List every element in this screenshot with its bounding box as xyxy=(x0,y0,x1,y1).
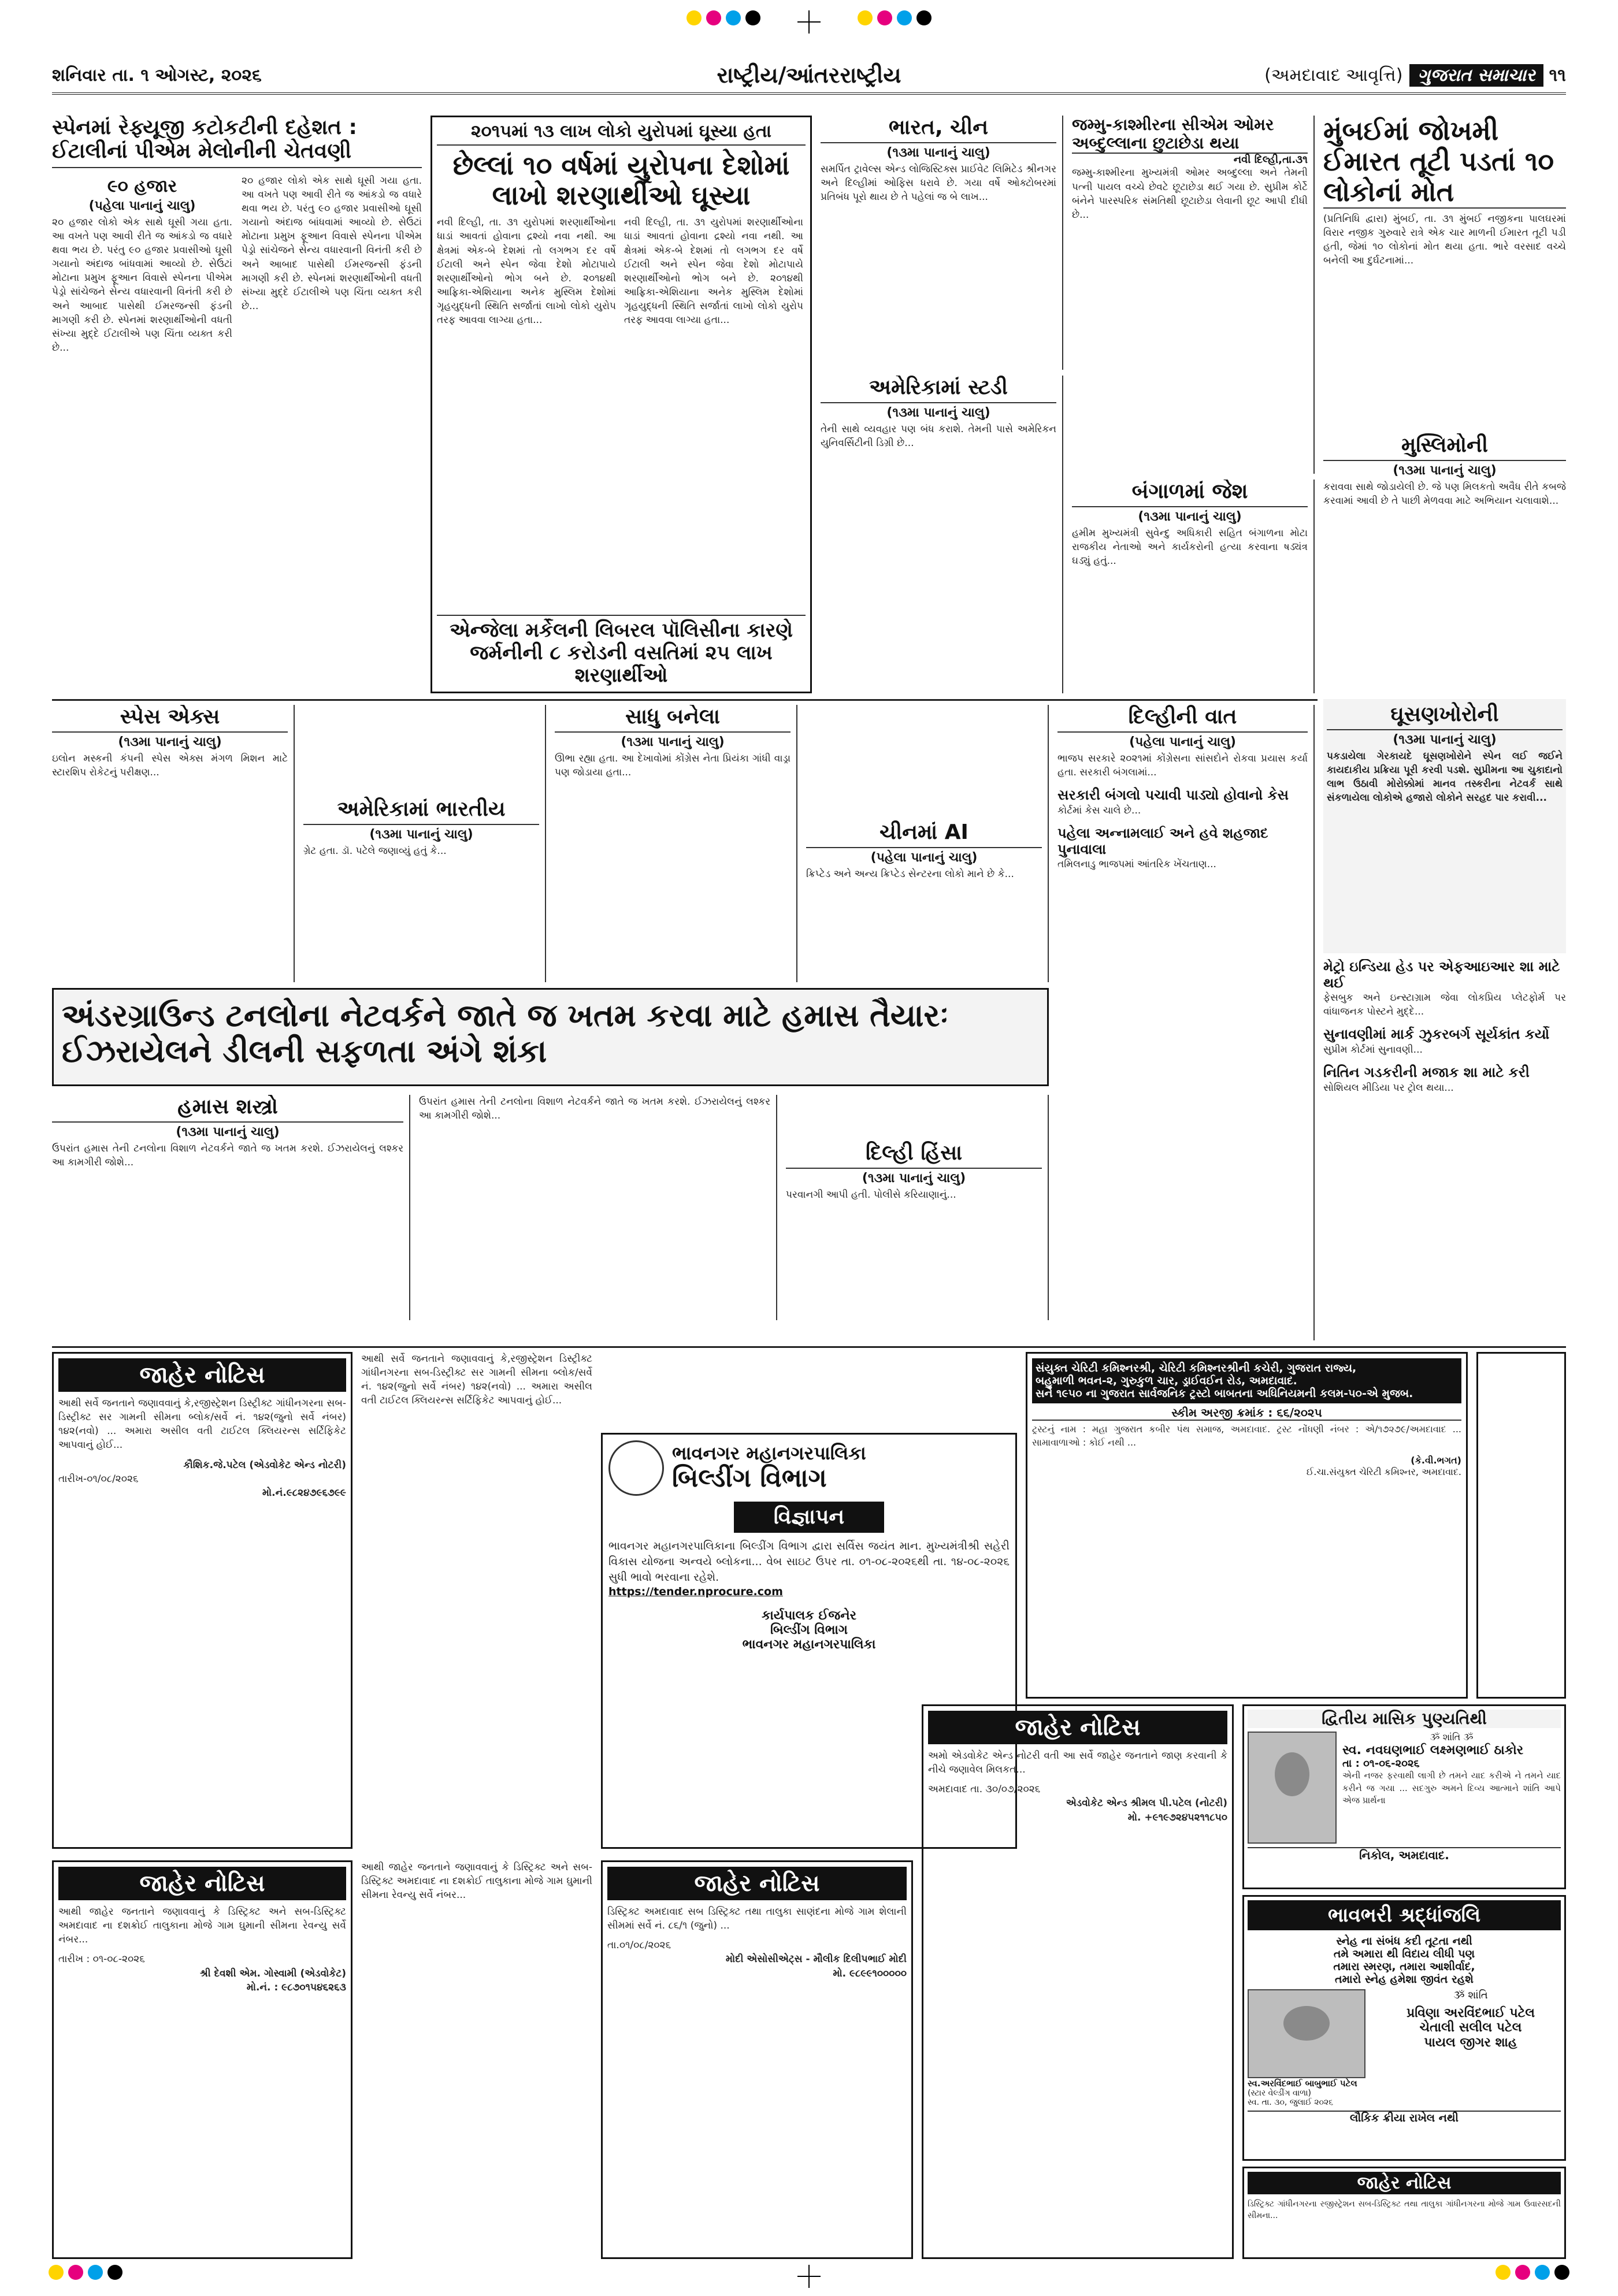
surya-body: સુપ્રીમ કોર્ટમાં સુનાવણી... xyxy=(1323,1044,1423,1056)
jk-cm-place: નવી દિલ્હી,તા.૩૧ xyxy=(1233,154,1308,166)
memorial-2-line-1: સ્નેહ ના સંબંધ કદી તૂટતા નથી xyxy=(1336,1935,1472,1948)
america-indian-continued: (૧૩મા પાનાનું ચાલુ) xyxy=(369,827,473,842)
bengal-headline: બંગાળમાં જેશ xyxy=(1072,480,1308,507)
memorial-1-date: તા : ૦૧-૦૬-૨૦૨૬ xyxy=(1342,1758,1420,1770)
charity-head-1: સંયુક્ત ચેરિટી કમિશ્નરશ્રી, ચેરિટી કમિશ્નરશ્રીની કચેરી, ગુજરાત રાજ્ય, xyxy=(1036,1362,1357,1374)
delhi-violence-body: પરવાનગી આપી હતી. પોલીસે કરિયાણાનું... xyxy=(786,1189,956,1201)
notice-1-date: તારીખ-૦૧/૦૮/૨૦૨૬ xyxy=(58,1473,139,1485)
notice-2-phone: મો.નં. : ૯૮૭૦૧૫૪૬૨૬૩ xyxy=(246,1981,346,1993)
notice-2-body-cont: આથી જાહેર જનતાને જણાવવાનું કે ડિસ્ટ્રિક્ટ અને સબ-ડિસ્ટ્રિક્ટ અમદાવાદ ના દશક્રોઈ તાલુકાના મોજે ગામ ઘુમાની સીમના રેવન્યુ સર્વે નંબર... xyxy=(361,1862,592,1901)
magenta-dot xyxy=(68,2265,83,2280)
magenta-dot xyxy=(706,10,721,25)
cyan-dot xyxy=(88,2265,103,2280)
notice-3-signer: મોદી એસોસીએટ્સ - મૌલીક દિલીપભાઈ મોદી xyxy=(725,1953,907,1966)
hamas-banner-text: અંડરગ્રાઉન્ડ ટનલોના નેટવર્કને જાતે જ ખતમ કરવા માટે હમાસ તૈયારઃ ઈઝરાયેલને ડીલની સફળતા અંગે શંકા xyxy=(62,997,949,1070)
america-indian-body: ગ્રેટ હતા. ડૉ. પટેલે જણાવ્યું હતું કે... xyxy=(303,845,447,857)
public-notice-4 xyxy=(922,1704,1234,2259)
bengal-article xyxy=(1072,480,1315,693)
public-notice-5 xyxy=(1242,2167,1566,2259)
notice-4-body: અમો એડવોકેટ એન્ડ નોટરી વતી આ સર્વે જાહેર જનતાને જાણ કરવાની કે નીચે જણાવેલ મિલકત... xyxy=(928,1750,1227,1776)
right-column-middle xyxy=(1323,959,1566,1340)
sadhu-continued: (૧૩મા પાનાનું ચાલુ) xyxy=(621,735,725,749)
india-china-article xyxy=(821,116,1063,370)
infiltrators-article xyxy=(1323,699,1566,953)
registration-marks-bottom xyxy=(0,2265,1618,2288)
notice-1-signer: કૌશિક.જે.પટેલ (એડવોકેટ એન્ડ નોટરી) xyxy=(183,1459,346,1471)
sarkari-body: કોર્ટમાં કેસ ચાલે છે... xyxy=(1057,804,1141,816)
spain-continued: (પહેલા પાનાનું ચાલુ) xyxy=(88,198,196,213)
edition-label: (અમદાવાદ આવૃત્તિ) xyxy=(1264,65,1403,86)
memorial-2-role: (સ્ટાર વેલ્ડીંગ વાળા) xyxy=(1248,2089,1311,2098)
cyan-dot xyxy=(1535,2265,1550,2280)
charity-signer-role: ઈ.ચા.સંયુક્ત ચેરિટી કમિશ્નર, અમદાવાદ. xyxy=(1306,1466,1461,1478)
cyan-dot xyxy=(897,10,912,25)
notice-2-title: જાહેર નોટિસ xyxy=(58,1867,346,1900)
delhi-violence-article xyxy=(786,1095,1049,1320)
annamalai-body: તમિલનાડુ ભાજપમાં આંતરિક ખેંચતાણ... xyxy=(1057,859,1216,871)
notice-1-title: જાહેર નોટિસ xyxy=(58,1358,346,1392)
jk-cm-body: જમ્મુ-કાશ્મીરના મુખ્યમંત્રી ઓમર અબ્દુલ્લા અને તેમની પત્ની પાયલ વચ્ચે છેવટે છૂટાછેડા થઈ ગયા છે. સુપ્રીમ કોર્ટે બંનેને પારસ્પરિક સંમતિથી છૂટાછેડા લેવાની છૂટ આપી દીધી છે... xyxy=(1072,167,1308,221)
memorial-2-line-3: તમારા સ્મરણ, તમારા આશીર્વાદ, xyxy=(1333,1960,1475,1973)
muslims-body: કરાવવા સાથે જોડાયેલી છે. જે પણ મિલકતો અવૈધ રીતે કબજે કરવામાં આવી છે તે પાછી મેળવવા માટે અભિયાન ચલાવાશે... xyxy=(1323,481,1566,507)
space-headline: સ્પેસ એક્સ xyxy=(52,705,288,733)
crosshair-icon xyxy=(797,10,821,34)
hamas-body: ઉપરાંત હમાસ તેની ટનલોના વિશાળ નેટવર્કને જાતે જ ખતમ કરશે. ઈઝરાયેલનું લશ્કર આ કામગીરી જોશે... xyxy=(52,1143,403,1169)
muslims-article xyxy=(1323,433,1566,693)
notice-1-body-cont: આથી સર્વે જનતાને જણાવવાનું કે,રજીસ્ટ્રેશન ડિસ્ટ્રીક્ટ ગાંધીનગરના સબ-ડિસ્ટ્રીક્ટ સર ગામની સીમના બ્લોક/સર્વે નં. ૧૪૨(જુનો સર્વે નંબર) ૧૪૨(નવો) ... અમારા અસીલ વતી ટાઈટલ ક્લિયરન્સ સર્ટિફિકેટ આપવાનું હોઈ... xyxy=(361,1353,592,1407)
europe-body: નવી દિલ્હી, તા. ૩૧ યુરોપમાં શરણાર્થીઓના ધાડાં આવતાં હોવાના દ્રશ્યો નવા નથી. આ ક્ષેત્રમાં એક-બે દેશમાં તો લગભગ દર વર્ષે ઈટાલી અને સ્પેન જેવા દેશો મોટાપાયે શરણાર્થીઓનો ભોગ બને છે. ૨૦૧૪થી આફ્રિકા-એશિયાના અનેક મુસ્લિમ દેશોમાં ગૃહયુદ્ધની સ્થિતિ સર્જાતાં લાખો લોકો યુરોપ તરફ આવવા લાગ્યા હતા... xyxy=(437,217,616,326)
memorial-2-line-4: તમારો સ્નેહ હમેશા જીવંત રહશે xyxy=(1335,1973,1474,1986)
page-number: ૧૧ xyxy=(1549,65,1566,86)
magenta-dot xyxy=(1515,2265,1530,2280)
memorial-spacer xyxy=(1476,1352,1566,1699)
memorial-2-footer: લૌકિક ક્રીયા રાખેલ નથી xyxy=(1248,2111,1561,2124)
europe-headline: છેલ્લાં ૧૦ વર્ષમાં યુરોપના દેશોમાં લાખો શરણાર્થીઓ ઘૂસ્યા xyxy=(452,149,790,211)
sadhu-article xyxy=(555,705,797,982)
china-ai-body: ક્રિપ્ટેડ અને અન્ય ક્રિપ્ટેડ સેન્ટરના લોકો માને છે કે... xyxy=(806,868,1014,880)
spain-kicker: ૯૦ હજાર xyxy=(107,176,177,196)
infiltrators-body: પકડાયેલા ગેરકાયદે ઘૂસણખોરોને સ્પેન લઈ જઈને કાયદાકીય પ્રક્રિયા પૂરી કરવી પડશે. સુપ્રીમના આ ચુકાદાનો લાભ ઉઠાવી મોરોક્કોમાં માનવ તસ્કરીના નેટવર્ક સાથે સંકળાયેલા લોકોએ હજારો લોકોને સરહદ પાર કરાવી... xyxy=(1327,751,1563,804)
color-dots xyxy=(46,2265,125,2288)
delhi-violence-continued: (૧૩મા પાનાનું ચાલુ) xyxy=(862,1171,966,1186)
america-study-headline: અમેરિકામાં સ્ટડી xyxy=(821,376,1056,403)
china-ai-headline: ચીનમાં AI xyxy=(806,820,1042,848)
memorial-1-name: સ્વ. નવઘણભાઈ લક્ષ્મણભાઈ ઠાકોર xyxy=(1342,1743,1524,1758)
america-study-article xyxy=(821,376,1063,693)
metro-body: ફેસબુક અને ઇન્સ્ટાગ્રામ જેવા લોકપ્રિય પ્લેટફોર્મ પર વાંધાજનક પોસ્ટને મુદ્દે... xyxy=(1323,992,1566,1018)
notice-4-date: અમદાવાદ તા. ૩૦/૦૭/૨૦૨૬ xyxy=(928,1784,1041,1796)
black-dot xyxy=(1554,2265,1569,2280)
notice-3-title: જાહેર નોટિસ xyxy=(607,1867,907,1900)
delhi-body: ભાજપ સરકારે ૨૦૨૧માં કોંગ્રેસના સાંસદોને રોકવા પ્રયાસ કર્યા હતા. સરકારી બંગલામાં... xyxy=(1057,753,1308,779)
notice-1-body: આથી સર્વે જનતાને જણાવવાનું કે,રજીસ્ટ્રેશન ડિસ્ટ્રીક્ટ ગાંધીનગરના સબ-ડિસ્ટ્રીક્ટ સર ગામની સીમના બ્લોક/સર્વે નં. ૧૪૨(જુનો સર્વે નંબર) ૧૪૨(નવો) ... અમારા અસીલ વતી ટાઈટલ ક્લિયરન્સ સર્ટિફિકેટ આપવાનું હોઈ... xyxy=(58,1398,346,1451)
europe-refugees-article xyxy=(431,116,812,693)
color-dots xyxy=(684,10,763,34)
gadkari-headline: નિતિન ગડકરીની મજાક શા માટે કરી xyxy=(1323,1064,1530,1081)
jk-cm-headline: જમ્મુ-કાશ્મીરના સીએમ ઓમર અબ્દુલ્લાના છુટાછેડા થયા xyxy=(1072,116,1308,154)
notice-4-title: જાહેર નોટિસ xyxy=(928,1711,1227,1744)
memorial-1-footer: નિકોલ, અમદાવાદ. xyxy=(1248,1847,1561,1862)
memorial-1-body: એની નજર ફરવાથી લાગી છે તમને યાદ કરીએ ને તમને યાદ કરીને જ ગયા ... સદગુરુ અમને દિવ્ય આત્માને શાંતિ આપે એજ પ્રાર્થના xyxy=(1342,1770,1561,1806)
delhi-article xyxy=(1057,705,1315,1340)
notice-2-cont xyxy=(361,1860,592,2259)
black-dot xyxy=(916,10,932,25)
charity-head-2: બહુમાળી ભવન-૨, ગુરુકુળ ચાર, ડ્રાઈવઈન રોડ, અમદાવાદ. xyxy=(1036,1374,1297,1387)
notice-4-phone: મો. +૯૧૯૭૨૪૫૨૧૧૮૫૦ xyxy=(1127,1811,1227,1823)
charity-notice xyxy=(1026,1352,1468,1699)
yellow-dot xyxy=(1495,2265,1511,2280)
jk-cm-article xyxy=(1072,116,1315,474)
bmc-signer-org: ભાવનગર મહાનગરપાલિકા xyxy=(742,1637,876,1652)
memorial-1-photo xyxy=(1248,1732,1337,1844)
space-article xyxy=(52,705,295,982)
memorial-2-family-2: ચેતાલી સલીલ પટેલ xyxy=(1419,2020,1522,2035)
header-date: શનિવાર તા. ૧ ઓગસ્ટ, ૨૦૨૬ xyxy=(52,65,262,86)
china-ai-article xyxy=(806,705,1049,982)
notice-4-signer: એડવોકેટ એન્ડ શ્રીમલ પી.પટેલ (નોટરી) xyxy=(1066,1797,1227,1810)
memorial-2-date: સ્વ. તા. ૩૦, જુલાઈ ૨૦૨૬ xyxy=(1248,2098,1334,2107)
china-ai-continued: (પહેલા પાનાનું ચાલુ) xyxy=(870,850,978,865)
bmc-dept: બિલ્ડીંગ વિભાગ xyxy=(672,1463,827,1493)
metro-headline: મેટ્રો ઇન્ડિયા હેડ પર એફઆઇઆર શા માટે થઈ xyxy=(1323,959,1560,991)
america-indian-headline: અમેરિકામાં ભારતીય xyxy=(303,797,539,825)
yellow-dot xyxy=(686,10,702,25)
surya-headline: સુનાવણીમાં માર્ક ઝુકરબર્ગ સૂર્યકાંત કર્યો xyxy=(1323,1026,1550,1043)
page-header xyxy=(52,58,1566,95)
memorial-1 xyxy=(1242,1704,1566,1889)
bmc-title: વિજ્ઞાપન xyxy=(734,1502,884,1533)
infiltrators-headline: ઘૂસણખોરોની xyxy=(1327,703,1563,730)
spain-body: ૨૦ હજાર લોકો એક સાથે ઘૂસી ગયા હતા. આ વખતે પણ આવી રીતે જ આંકડો જ વધારે થવા ભય છે. પરંતુ ૯૦ હજાર પ્રવાસીઓ ઘૂસી ગયાનો અંદાજ બાંધવામાં આવ્યો છે. સેઉટાં મોટાના પ્રમુખ ફૂઆન વિવાસે સ્પેનના પીએમ પેડ્રો સાંચેજને સેન્ય વધારવાની વિનંતી કરી છે અને આબાદ પાસેથી ઈમરજન્સી ફંડની માગણી કરી છે. સ્પેનમાં શરણાર્થીઓની વધતી સંખ્યા મુદ્દે ઈટાલીએ પણ ચિંતા વ્યક્ત કરી છે... xyxy=(52,216,232,354)
divider xyxy=(52,1346,1566,1348)
memorial-2-name: સ્વ.અરવિંદભાઈ બાબુભાઈ પટેલ xyxy=(1248,2078,1357,2089)
public-notice-2 xyxy=(52,1860,352,2259)
notice-3-body: ડિસ્ટ્રિક્ટ અમદાવાદ સબ ડિસ્ટ્રિક્ટ તથા તાલુકા સાણંદના મોજે ગામ શેલાની સીમમાં સર્વે નં. ૮૬/૧ (જુનો) ... xyxy=(607,1906,907,1932)
bmc-org: ભાવનગર મહાનગરપાલિકા xyxy=(672,1442,866,1465)
memorial-2-family-3: પાયલ જીગર શાહ xyxy=(1424,2035,1517,2050)
gadkari-body: સોશિયલ મીડિયા પર ટ્રોલ થયા... xyxy=(1323,1082,1454,1094)
notice-1-cont xyxy=(361,1352,592,1849)
magenta-dot xyxy=(877,10,892,25)
mumbai-headline: મુંબઈમાં જોખમી ઈમારત તૂટી પડતાં ૧૦ લોકોનાં મોત xyxy=(1323,116,1566,209)
space-body: ઇલોન મસ્કની કંપની સ્પેસ એક્સ મંગળ મિશન માટે સ્ટારશિપ રોકેટનું પરીક્ષણ... xyxy=(52,753,288,779)
muslims-continued: (૧૩મા પાનાનું ચાલુ) xyxy=(1393,463,1497,478)
divider xyxy=(52,699,1318,701)
color-dots xyxy=(1493,2265,1572,2288)
memorial-2-title: ભાવભરી શ્રદ્ધાંજલિ xyxy=(1248,1900,1561,1930)
registration-marks-top xyxy=(0,10,1618,34)
india-china-headline: ભારત, ચીન xyxy=(821,116,1056,143)
notice-1-phone: મો.નં.૯૮૨૪૭૯૬૭૯૯ xyxy=(262,1487,346,1499)
yellow-dot xyxy=(49,2265,64,2280)
hamas-headline: હમાસ શસ્ત્રો xyxy=(52,1095,403,1123)
hamas-banner xyxy=(52,988,1049,1086)
color-dots xyxy=(855,10,934,34)
hamas-article xyxy=(52,1095,410,1320)
bmc-seal-icon xyxy=(608,1440,664,1496)
spain-article xyxy=(52,116,422,693)
header-masthead xyxy=(1264,64,1566,87)
india-china-continued: (૧૩મા પાનાનું ચાલુ) xyxy=(886,146,990,160)
delhi-violence-headline: દિલ્હી હિંસા xyxy=(786,1141,1042,1169)
notice-5-title: જાહેર નોટિસ xyxy=(1248,2172,1561,2194)
america-study-body: તેની સાથે વ્યવહાર પણ બંધ કરાશે. તેમની પાસે અમેરિકન યુનિવર્સિટીની ડિગ્રી છે... xyxy=(821,423,1056,449)
hamas-continued: (૧૩મા પાનાનું ચાલુ) xyxy=(176,1125,280,1139)
bmc-signer: કાર્યપાલક ઈજનેર xyxy=(762,1608,856,1623)
memorial-2-family-1: પ્રવિણા અરવિંદભાઈ પટેલ xyxy=(1406,2006,1535,2020)
cyan-dot xyxy=(726,10,741,25)
notice-2-date: તારીખ : ૦૧-૦૮-૨૦૨૬ xyxy=(58,1953,145,1966)
crosshair-icon xyxy=(797,2265,821,2288)
infiltrators-continued: (૧૩મા પાનાનું ચાલુ) xyxy=(1393,733,1497,747)
notice-2-body: આથી જાહેર જનતાને જણાવવાનું કે ડિસ્ટ્રિક્ટ અને સબ-ડિસ્ટ્રિક્ટ અમદાવાદ ના દશક્રોઈ તાલુકાના મોજે ગામ ઘુમાની સીમના રેવન્યુ સર્વે નંબર... xyxy=(58,1906,346,1946)
black-dot xyxy=(107,2265,123,2280)
delhi-continued: (પહેલા પાનાનું ચાલુ) xyxy=(1129,735,1236,749)
mumbai-body: (પ્રતિનિધિ દ્વારા) મુંબઈ, તા. ૩૧ મુંબઈ નજીકના પાલઘરમાં વિરાર નજીક ગુરુવારે રાત્રે એક ચાર માળની ઈમારત તૂટી પડી હતી, જેમાં ૧૦ લોકોનાં મોત થયા હતા. ભારે વરસાદ વચ્ચે બનેલી આ દુર્ઘટનામાં... xyxy=(1323,213,1566,267)
memorial-2-line-2: તમે અમારા થી વિદાય લીધી પણ xyxy=(1333,1948,1475,1960)
sadhu-body: ઊભા રહ્યા હતા. આ દેખાવોમાં કોંગ્રેસ નેતા પ્રિયંકા ગાંધી વાડ્રા પણ જોડાયા હતા... xyxy=(555,753,791,779)
annamalai-headline: પહેલા અન્નામલાઈ અને હવે શહજાદ પુનાવાલા xyxy=(1057,824,1268,857)
memorial-2 xyxy=(1242,1895,1566,2161)
space-continued: (૧૩મા પાનાનું ચાલુ) xyxy=(118,735,222,749)
memorial-2-om: ૐ શાંતિ xyxy=(1453,1989,1488,2001)
section-title: રાષ્ટ્રીય/આંતરરાષ્ટ્રીય xyxy=(717,62,901,88)
bmc-body: ભાવનગર મહાનગરપાલિકાના બિલ્ડીંગ વિભાગ દ્વારા સર્વિસ જયંત માન. મુખ્યમંત્રીશ્રી સહેરી વિકાસ યોજના અન્વયે બ્લોકના... વેબ સાઇટ ઉપર તા. ૦૧-૦૮-૨૦૨૬થી તા. ૧૪-૦૮-૨૦૨૬ સુધી ભાવો ભરવાના રહેશે. xyxy=(608,1540,1010,1584)
memorial-1-om: ૐ શાંતિ ૐ xyxy=(1430,1732,1474,1743)
europe-body-col2: નવી દિલ્હી, તા. ૩૧ યુરોપમાં શરણાર્થીઓના ધાડાં આવતાં હોવાના દ્રશ્યો નવા નથી. આ ક્ષેત્રમાં એક-બે દેશમાં તો લગભગ દર વર્ષે ઈટાલી અને સ્પેન જેવા દેશો મોટાપાયે શરણાર્થીઓનો ભોગ બને છે. ૨૦૧૪થી આફ્રિકા-એશિયાના અનેક મુસ્લિમ દેશોમાં ગૃહયુદ્ધની સ્થિતિ સર્જાતાં લાખો લોકો યુરોપ તરફ આવવા લાગ્યા હતા... xyxy=(624,217,803,326)
muslims-headline: મુસ્લિમોની xyxy=(1323,433,1566,461)
notice-5-body: ડિસ્ટ્રિક્ટ ગાંધીનગરના રજીસ્ટ્રેશન સબ-ડિસ્ટ્રિક્ટ તથા તાલુકા ગાંધીનગરના મોજે ગામ ઉવારસદની સીમના... xyxy=(1248,2200,1561,2220)
america-study-continued: (૧૩મા પાનાનું ચાલુ) xyxy=(886,406,990,420)
india-china-body: સમર્પિત ટ્રાવેલ્સ એન્ડ લોજિસ્ટિક્સ પ્રાઈવેટ લિમિટેડ શ્રીનગર અને દિલ્હીમાં ઓફિસ ધરાવે છે. ગયા વર્ષે ઓક્ટોબરમાં પ્રતિબંધ પૂરો થાય છે તે પહેલાં જ બે લાખ... xyxy=(821,164,1056,203)
public-notice-1 xyxy=(52,1352,352,1849)
charity-body: ટ્રસ્ટનું નામ : મહા ગુજરાત કબીર પંથ સમાજ, અમદાવાદ. ટ્રસ્ટ નોંધણી નંબર : એ/૧૭૨૭૯/અમદાવાદ ... સામાવાળાઓ : કોઈ નથી ... xyxy=(1032,1424,1461,1448)
notice-3-phone: મો. ૯૮૯૯૧૦૦૦૦૦ xyxy=(833,1967,907,1979)
public-notice-3 xyxy=(601,1860,913,2259)
notice-3-date: તા.૦૧/૦૮/૨૦૨૬ xyxy=(607,1940,671,1952)
sadhu-headline: સાધુ બનેલા xyxy=(555,705,791,733)
charity-head-3: સને ૧૯૫૦ ના ગુજરાત સાર્વજનિક ટ્રસ્ટો બાબતના અધિનિયમની કલમ-૫૦-એ મુજબ. xyxy=(1036,1387,1413,1400)
bengal-body: હમીમ મુખ્યમંત્રી સુવેન્દુ અધિકારી સહિત બંગાળના મોટા રાજકીય નેતાઓ અને કાર્યકરોની હત્યા કરવાના ષડ્યંત્ર ઘડ્યું હતું... xyxy=(1072,527,1308,567)
memorial-1-title: દ્વિતીય માસિક પુણ્યતિથી xyxy=(1248,1710,1561,1728)
bmc-signer-dept: બિલ્ડીંગ વિભાગ xyxy=(770,1622,848,1637)
mumbai-article xyxy=(1323,116,1566,428)
bmc-tender-link[interactable]: https://tender.nprocure.com xyxy=(608,1585,783,1598)
charity-scheme: સ્કીમ અરજી ક્રમાંક : ૬૬/૨૦૨૫ xyxy=(1032,1406,1461,1421)
america-indian-article xyxy=(303,705,546,982)
hamas-body-col2: ઉપરાંત હમાસ તેની ટનલોના વિશાળ નેટવર્કને જાતે જ ખતમ કરશે. ઈઝરાયેલનું લશ્કર આ કામગીરી જોશે... xyxy=(419,1096,770,1122)
charity-signer: (કે.વી.ભગત) xyxy=(1411,1455,1461,1466)
memorial-2-photo xyxy=(1248,1989,1365,2078)
notice-2-signer: શ્રી દેવશી એમ. ગોસ્વામી (એડવોકેટ) xyxy=(199,1967,346,1979)
yellow-dot xyxy=(858,10,873,25)
sarkari-headline: સરકારી બંગલો પચાવી પાડ્યો હોવાનો કેસ xyxy=(1057,787,1289,804)
europe-banner: એન્જેલા મર્કેલની લિબરલ પૉલિસીના કારણે જર્મનીની ૮ કરોડની વસતિમાં ૨૫ લાખ શરણાર્થીઓ xyxy=(437,615,806,687)
spain-headline: સ્પેનમાં રેફ્યૂજી કટોકટીની દહેશત : ઈટાલીનાં પીએમ મેલોનીની ચેતવણી xyxy=(52,116,422,168)
bengal-continued: (૧૩મા પાનાનું ચાલુ) xyxy=(1138,510,1242,524)
hamas-article-cont xyxy=(419,1095,777,1320)
brand-logo: ગુજરાત સમાચાર xyxy=(1409,64,1543,87)
black-dot xyxy=(745,10,760,25)
delhi-headline: દિલ્હીની વાત xyxy=(1057,705,1308,733)
spain-body-col2: ૨૦ હજાર લોકો એક સાથે ઘૂસી ગયા હતા. આ વખતે પણ આવી રીતે જ આંકડો જ વધારે થવા ભય છે. પરંતુ ૯૦ હજાર પ્રવાસીઓ ઘૂસી ગયાનો અંદાજ બાંધવામાં આવ્યો છે. સેઉટાં મોટાના પ્રમુખ ફૂઆન વિવાસે સ્પેનના પીએમ પેડ્રો સાંચેજને સેન્ય વધારવાની વિનંતી કરી છે અને આબાદ પાસેથી ઈમરજન્સી ફંડની માગણી કરી છે. સ્પેનમાં શરણાર્થીઓની વધતી સંખ્યા મુદ્દે ઈટાલીએ પણ ચિંતા વ્યક્ત કરી છે... xyxy=(242,174,422,312)
europe-kicker: ૨૦૧૫માં ૧૩ લાખ લોકો યુરોપમાં ઘૂસ્યા હતા xyxy=(437,122,806,146)
